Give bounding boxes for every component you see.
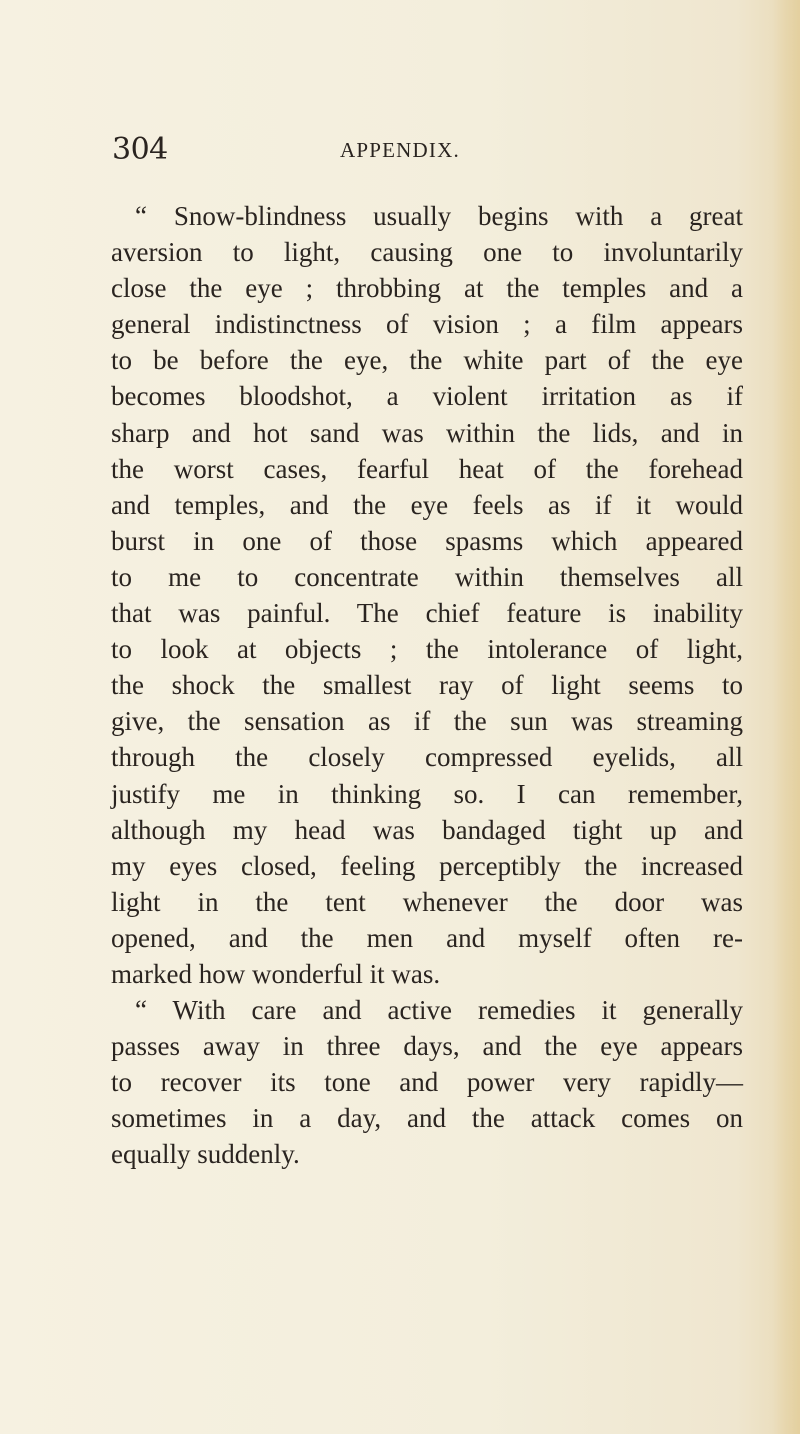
text-line: to be before the eye, the white part of the eye — [111, 345, 743, 376]
page-header — [112, 132, 712, 172]
text-line: sometimes in a day, and the attack comes on — [111, 1103, 743, 1134]
text-line: the shock the smallest ray of light seems to — [111, 670, 743, 701]
page-edge-shading — [772, 0, 800, 1434]
text-line: becomes bloodshot, a violent irritation as if — [111, 381, 743, 412]
text-line: that was painful. The chief feature is inability — [111, 598, 743, 629]
text-line: to recover its tone and power very rapidly— — [111, 1067, 743, 1098]
text-line: equally suddenly. — [111, 1139, 300, 1170]
running-head: APPENDIX. — [340, 138, 460, 162]
text-line: general indistinctness of vision ; a film appears — [111, 309, 743, 340]
text-line: aversion to light, causing one to involuntarily — [111, 237, 743, 268]
text-line: passes away in three days, and the eye appears — [111, 1031, 743, 1062]
paragraph-2 — [111, 992, 743, 1172]
text-line: “ With care and active remedies it generally — [135, 995, 743, 1026]
text-line: burst in one of those spasms which appeared — [111, 525, 743, 556]
text-line: through the closely compressed eyelids, all — [111, 742, 743, 773]
text-line: give, the sensation as if the sun was streaming — [111, 706, 743, 737]
page-number: 304 — [112, 132, 168, 167]
text-line: although my head was bandaged tight up and — [111, 814, 743, 845]
text-line: my eyes closed, feeling perceptibly the increased — [111, 850, 743, 881]
text-line: to me to concentrate within themselves all — [111, 561, 743, 592]
paragraph-1 — [111, 198, 743, 992]
text-line: “ Snow-blindness usually begins with a great — [135, 201, 743, 231]
text-line: and temples, and the eye feels as if it would — [111, 489, 743, 520]
text-line: to look at objects ; the intolerance of light, — [111, 634, 743, 665]
text-line: marked how wonderful it was. — [111, 958, 441, 989]
text-line: sharp and hot sand was within the lids, and in — [111, 417, 743, 448]
text-line: light in the tent whenever the door was — [111, 886, 743, 917]
text-line: the worst cases, fearful heat of the forehead — [111, 453, 743, 484]
text-line: justify me in thinking so. I can remember, — [111, 778, 743, 809]
text-line: opened, and the men and myself often re- — [111, 922, 743, 953]
text-line: close the eye ; throbbing at the temples and a — [111, 273, 743, 304]
body-text — [111, 198, 743, 1173]
